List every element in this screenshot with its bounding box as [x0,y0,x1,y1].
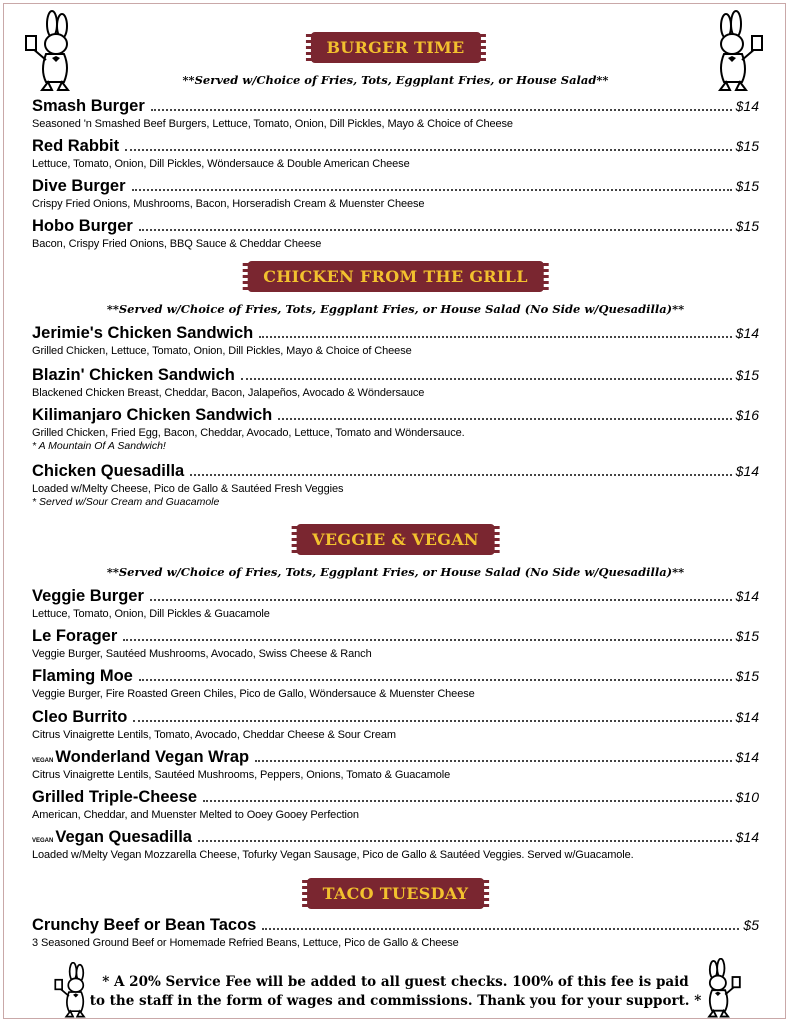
menu-item [32,217,759,251]
menu-item [32,788,759,822]
item-description: Crispy Fried Onions, Mushrooms, Bacon, Horseradish Cream & Muenster Cheese [32,198,425,210]
item-description: Veggie Burger, Fire Roasted Green Chiles, Pico de Gallo, Wöndersauce & Muenster Cheese [32,688,475,700]
dot-leader [139,678,732,681]
menu-item [32,177,759,211]
item-name: Dive Burger [32,177,126,195]
item-name: Wonderland Vegan Wrap [55,748,250,766]
dot-leader [203,799,732,802]
rabbit-icon [48,962,94,1018]
item-price: $14 [735,98,759,114]
dot-leader [151,108,732,111]
section-banner-veggie: VEGGIE & VEGAN [298,526,493,553]
item-description: Grilled Chicken, Fried Egg, Bacon, Cheddar, Avocado, Lettuce, Tomato and Wöndersauce. [32,427,465,439]
dot-leader [150,598,732,601]
item-description: Loaded w/Melty Cheese, Pico de Gallo & Sautéed Fresh Veggies [32,483,344,495]
item-description: American, Cheddar, and Muenster Melted to Ooey Gooey Perfection [32,809,359,821]
menu-item [32,324,759,358]
item-name: Veggie Burger [32,587,144,605]
service-fee-line-2: to the staff in the form of wages and commissions. Thank you for your support. * [89,993,702,1009]
section-banner-chicken: CHICKEN FROM THE GRILL [249,263,542,290]
menu-item [32,97,759,131]
dot-leader [255,759,732,762]
item-description: 3 Seasoned Ground Beef or Homemade Refried Beans, Lettuce, Pico de Gallo & Cheese [32,937,459,949]
item-description: Citrus Vinaigrette Lentils, Tomato, Avocado, Cheddar Cheese & Sour Cream [32,729,396,741]
dot-leader [190,473,731,476]
section-banner-burger-time: BURGER TIME [312,34,478,61]
item-price: $5 [743,917,759,933]
item-name: Le Forager [32,627,118,645]
section-subtitle-burger-time: **Served w/Choice of Fries, Tots, Eggplant Fries, or House Salad** [182,73,609,87]
section-banner-taco: TACO TUESDAY [309,880,483,907]
item-name: Hobo Burger [32,217,133,235]
item-note: * Served w/Sour Cream and Guacamole [32,496,220,508]
item-price: $15 [735,178,759,194]
menu-item [32,137,759,171]
rabbit-icon [698,958,748,1018]
item-price: $14 [735,588,759,604]
item-name: Flaming Moe [32,667,133,685]
item-description: Veggie Burger, Sautéed Mushrooms, Avocado, Swiss Cheese & Ranch [32,648,372,660]
dot-leader [123,638,731,641]
menu-item [32,627,759,661]
rabbit-icon [708,10,770,92]
item-description: Citrus Vinaigrette Lentils, Sautéed Mushrooms, Peppers, Onions, Tomato & Guacamole [32,769,451,781]
dot-leader [241,377,732,380]
item-price: $15 [735,138,759,154]
menu-item [32,748,759,782]
item-description: Seasoned 'n Smashed Beef Burgers, Lettuce, Tomato, Onion, Dill Pickles, Mayo & Choice of Cheese [32,118,513,130]
vegan-badge: VEGAN [32,758,54,764]
menu-item [32,587,759,621]
dot-leader [259,335,731,338]
item-name: Kilimanjaro Chicken Sandwich [32,406,273,424]
item-price: $15 [735,218,759,234]
menu-item [32,708,759,742]
item-price: $14 [735,325,759,341]
item-name: Red Rabbit [32,137,120,155]
item-price: $14 [735,749,759,765]
item-name: Smash Burger [32,97,145,115]
item-description: Blackened Chicken Breast, Cheddar, Bacon, Jalapeños, Avocado & Wöndersauce [32,387,425,399]
section-subtitle-veggie: **Served w/Choice of Fries, Tots, Eggplant Fries, or House Salad (No Side w/Quesadilla)** [106,565,685,579]
item-description: Bacon, Crispy Fried Onions, BBQ Sauce & Cheddar Cheese [32,238,322,250]
section-subtitle-chicken: **Served w/Choice of Fries, Tots, Eggplant Fries, or House Salad (No Side w/Quesadilla)** [106,302,685,316]
dot-leader [139,228,732,231]
dot-leader [278,417,731,420]
dot-leader [262,927,739,930]
dot-leader [132,188,732,191]
item-name: Crunchy Beef or Bean Tacos [32,916,257,934]
item-name: Chicken Quesadilla [32,462,185,480]
item-price: $15 [735,628,759,644]
item-price: $15 [735,367,759,383]
item-price: $15 [735,668,759,684]
item-price: $14 [735,829,759,845]
service-fee-note [0,973,791,1011]
item-description: Lettuce, Tomato, Onion, Dill Pickles, Wöndersauce & Double American Cheese [32,158,410,170]
menu-item [32,667,759,701]
service-fee-line-1: * A 20% Service Fee will be added to all guest checks. 100% of this fee is paid [102,974,689,990]
item-description: Grilled Chicken, Lettuce, Tomato, Onion, Dill Pickles, Mayo & Choice of Cheese [32,345,412,357]
item-name: Blazin' Chicken Sandwich [32,366,235,384]
menu-item [32,462,759,509]
item-price: $14 [735,463,759,479]
item-name: Cleo Burrito [32,708,128,726]
dot-leader [125,148,732,151]
menu-item [32,828,759,862]
item-name: Vegan Quesadilla [55,828,192,846]
item-price: $16 [735,407,759,423]
dot-leader [198,839,732,842]
item-name: Grilled Triple-Cheese [32,788,198,806]
rabbit-icon [18,10,80,92]
vegan-badge: VEGAN [32,838,54,844]
item-note: * A Mountain Of A Sandwich! [32,440,166,452]
item-price: $10 [735,789,759,805]
menu-item [32,916,759,950]
item-name: Jerimie's Chicken Sandwich [32,324,254,342]
item-description: Lettuce, Tomato, Onion, Dill Pickles & Guacamole [32,608,270,620]
menu-item [32,406,759,453]
dot-leader [133,719,731,722]
menu-item [32,366,759,400]
item-description: Loaded w/Melty Vegan Mozzarella Cheese, Tofurky Vegan Sausage, Pico de Gallo & Sautéed Veggies. Served w/Guacamole. [32,849,634,861]
item-price: $14 [735,709,759,725]
